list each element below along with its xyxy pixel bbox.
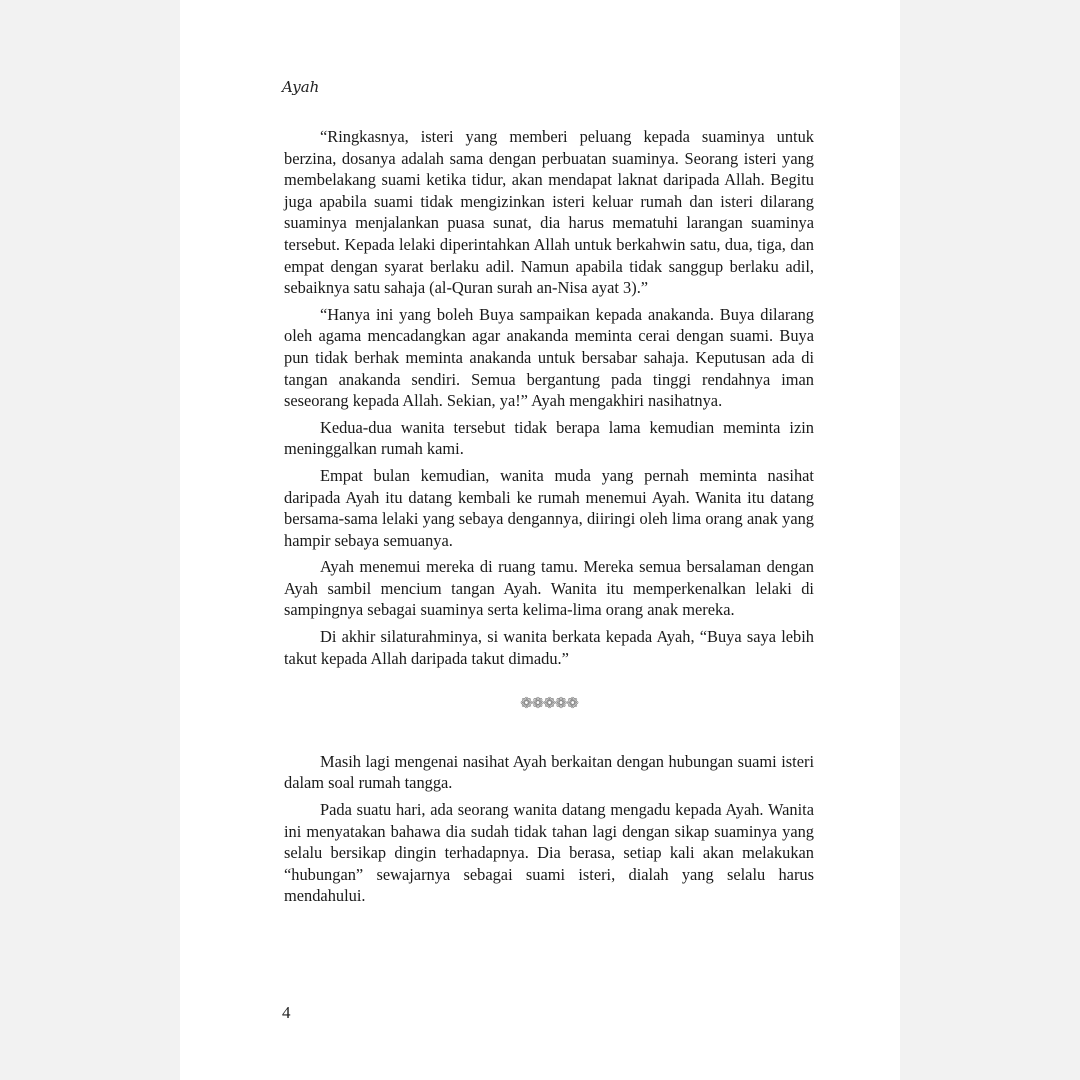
paragraph: “Ringkasnya, isteri yang memberi peluang kepada suaminya untuk berzina, dosanya adalah sama dengan perbuatan suaminya. Seorang isteri yang membelakang suami ketika tidur, akan mendapat laknat daripada Allah. Begitu juga apabila suami tidak mengizinkan isteri keluar rumah dan isteri dilarang suaminya menjalankan puasa sunat, dia harus mematuhi larangan suaminya tersebut. Kepada lelaki diperintahkan Allah untuk berkahwin satu, dua, tiga, dan empat dengan syarat berlaku adil. Namun apabila tidak sanggup berlaku adil, sebaiknya satu sahaja (al-Quran surah an-Nisa ayat 3).”: [284, 127, 814, 298]
paragraph: Pada suatu hari, ada seorang wanita datang mengadu kepada Ayah. Wanita ini menyatakan bahawa dia sudah tidak tahan lagi dengan sikap suaminya yang selalu bersikap dingin terhadapnya. Dia berasa, setiap kali akan melakukan “hubungan” sewajarnya sebagai suami isteri, dialah yang selalu harus mendahului.: [284, 800, 814, 906]
section-divider-ornament: ❁❁❁❁❁: [520, 694, 578, 713]
paragraph: Ayah menemui mereka di ruang tamu. Mereka semua bersalaman dengan Ayah sambil mencium tangan Ayah. Wanita itu memperkenalkan lelaki di sampingnya sebagai suaminya serta kelima-lima orang anak mereka.: [284, 557, 814, 620]
paragraph: Kedua-dua wanita tersebut tidak berapa lama kemudian meminta izin meninggalkan rumah kami.: [284, 417, 814, 459]
book-page: [180, 0, 900, 1080]
paragraph: Di akhir silaturahminya, si wanita berkata kepada Ayah, “Buya saya lebih takut kepada Allah daripada takut dimadu.”: [284, 627, 814, 668]
paragraph: Empat bulan kemudian, wanita muda yang pernah meminta nasihat daripada Ayah itu datang kembali ke rumah menemui Ayah. Wanita itu datang bersama-sama lelaki yang sebaya dengannya, diiringi oleh lima orang anak yang hampir sebaya semuanya.: [284, 465, 814, 550]
page-number: 4: [282, 1003, 291, 1022]
paragraph: “Hanya ini yang boleh Buya sampaikan kepada anakanda. Buya dilarang oleh agama mencadangkan agar anakanda meminta cerai dengan suami. Buya pun tidak berhak meminta anakanda untuk bersabar sahaja. Keputusan ada di tangan anakanda sendiri. Semua bergantung pada tinggi rendahnya iman seseorang kepada Allah. Sekian, ya!” Ayah mengakhiri nasihatnya.: [284, 304, 814, 411]
page-body: [284, 126, 814, 907]
paragraph: Masih lagi mengenai nasihat Ayah berkaitan dengan hubungan suami isteri dalam soal rumah tangga.: [284, 751, 814, 793]
running-title: Ayah: [282, 78, 320, 96]
